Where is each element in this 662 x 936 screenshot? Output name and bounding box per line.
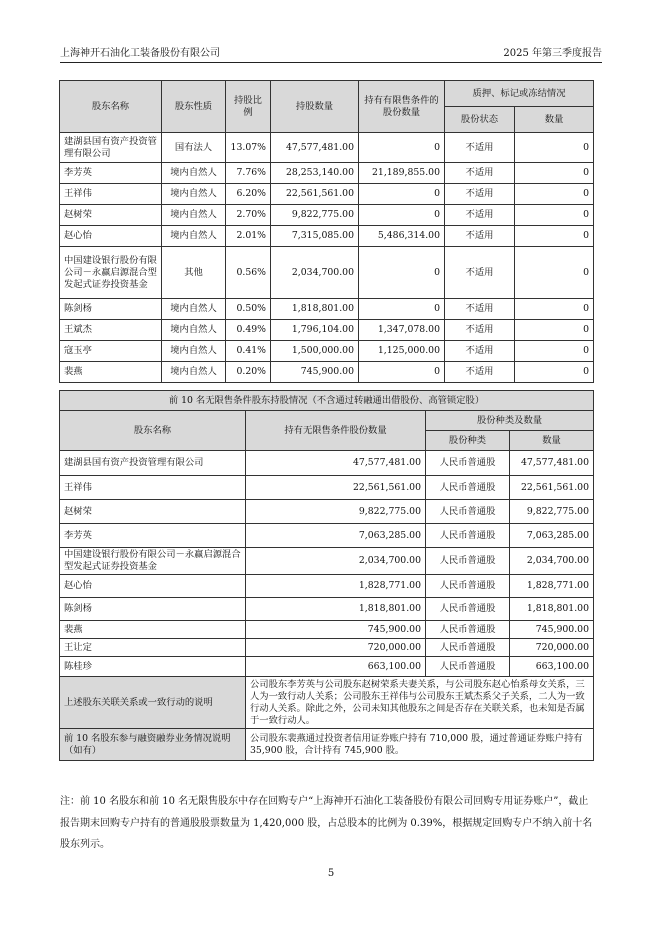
holding-ratio: 6.20% [226,184,271,205]
holding-qty: 47,577,481.00 [271,133,359,163]
table-row [60,657,594,677]
shareholder-name: 陈桂珍 [60,657,246,677]
table-row [60,524,594,548]
shareholder-name: 王让定 [60,639,246,657]
col-header-pledge-status: 股份状态 [445,107,515,133]
shareholder-name: 裴燕 [60,621,246,639]
holding-qty: 7,315,085.00 [271,226,359,247]
share-type-qty: 47,577,481.00 [510,451,594,476]
shareholder-nature: 境内自然人 [162,362,226,383]
company-name: 上海神开石油化工装备股份有限公司 [60,48,220,59]
margin-trading-row-label: 前 10 名股东参与融资融券业务情况说明（如有） [60,729,246,761]
shareholder-name: 赵树荣 [60,500,246,524]
share-type-qty: 1,818,801.00 [510,598,594,621]
col-header-type-qty: 数量 [510,431,594,451]
share-type: 人民币普通股 [426,639,510,657]
holding-qty: 1,818,801.00 [271,299,359,320]
share-type-qty: 1,828,771.00 [510,575,594,598]
shareholder-name: 王斌杰 [60,320,162,341]
shareholder-name: 建湖县国有资产投资管理有限公司 [60,133,162,163]
unrestricted-qty: 663,100.00 [246,657,426,677]
holding-ratio: 0.49% [226,320,271,341]
share-type-qty: 7,063,285.00 [510,524,594,548]
section-title: 前 10 名无限售条件股东持股情况（不含通过转融通出借股份、高管锁定股） [60,391,594,411]
share-type-qty: 2,034,700.00 [510,548,594,575]
pledge-status: 不适用 [445,163,515,184]
table-row [60,639,594,657]
top10-shareholders-table [59,80,594,383]
pledge-status: 不适用 [445,205,515,226]
margin-trading-row-text: 公司股东裴燕通过投资者信用证券账户持有 710,000 股，通过普通证券账户持有 35,900 股，合计持有 745,900 股。 [246,729,594,761]
holding-qty: 22,561,561.00 [271,184,359,205]
share-type: 人民币普通股 [426,500,510,524]
unrestricted-qty: 1,828,771.00 [246,575,426,598]
unrestricted-qty: 7,063,285.00 [246,524,426,548]
shareholder-nature: 其他 [162,247,226,299]
col-header-unrestricted-qty: 持有无限售条件股份数量 [246,411,426,451]
holding-qty: 2,034,700.00 [271,247,359,299]
pledge-status: 不适用 [445,184,515,205]
restricted-qty: 0 [359,299,445,320]
share-type-qty: 9,822,775.00 [510,500,594,524]
share-type: 人民币普通股 [426,524,510,548]
pledge-status: 不适用 [445,320,515,341]
pledge-qty: 0 [515,247,594,299]
col-header-nature: 股东性质 [162,81,226,133]
holding-ratio: 2.70% [226,205,271,226]
shareholder-name: 陈剑杨 [60,299,162,320]
shareholder-nature: 境内自然人 [162,184,226,205]
page-header [60,46,602,63]
shareholder-nature: 境内自然人 [162,205,226,226]
footnote: 注：前 10 名股东和前 10 名无限售股东中存在回购专户“上海神开石油化工装备股份有限公司回购专用证券账户”，截止报告期末回购专户持有的普通股股票数量为 1,420,000 股，占总股本的比例为 0.39%，根据规定回购专户不纳入前十名股东列示。 [60,796,593,850]
shareholder-name: 建湖县国有资产投资管理有限公司 [60,451,246,476]
col-header-qty: 持股数量 [271,81,359,133]
share-type: 人民币普通股 [426,548,510,575]
share-type-qty: 720,000.00 [510,639,594,657]
col-header-name: 股东名称 [60,411,246,451]
pledge-status: 不适用 [445,362,515,383]
holding-qty: 1,796,104.00 [271,320,359,341]
shareholder-name: 赵心怡 [60,575,246,598]
holding-qty: 1,500,000.00 [271,341,359,362]
holding-ratio: 13.07% [226,133,271,163]
pledge-status: 不适用 [445,247,515,299]
table-row [60,598,594,621]
unrestricted-qty: 9,822,775.00 [246,500,426,524]
share-type-qty: 663,100.00 [510,657,594,677]
shareholder-name: 李芳英 [60,524,246,548]
pledge-qty: 0 [515,226,594,247]
shareholder-name: 李芳英 [60,163,162,184]
col-header-ratio: 持股比例 [226,81,271,133]
holding-qty: 28,253,140.00 [271,163,359,184]
share-type-qty: 22,561,561.00 [510,476,594,500]
unrestricted-qty: 2,034,700.00 [246,548,426,575]
share-type: 人民币普通股 [426,451,510,476]
unrestricted-qty: 22,561,561.00 [246,476,426,500]
shareholder-nature: 国有法人 [162,133,226,163]
pledge-qty: 0 [515,362,594,383]
holding-ratio: 0.41% [226,341,271,362]
restricted-qty: 0 [359,362,445,383]
restricted-qty: 0 [359,205,445,226]
holding-qty: 9,822,775.00 [271,205,359,226]
share-type: 人民币普通股 [426,657,510,677]
pledge-qty: 0 [515,205,594,226]
pledge-qty: 0 [515,163,594,184]
shareholder-nature: 境内自然人 [162,163,226,184]
table-row [60,362,594,383]
col-header-name: 股东名称 [60,81,162,133]
restricted-qty: 0 [359,247,445,299]
pledge-status: 不适用 [445,299,515,320]
unrestricted-qty: 720,000.00 [246,639,426,657]
col-header-type-group: 股份种类及数量 [426,411,594,431]
table-row [60,205,594,226]
restricted-qty: 5,486,314.00 [359,226,445,247]
related-party-row [60,677,594,729]
pledge-qty: 0 [515,320,594,341]
pledge-qty: 0 [515,341,594,362]
holding-ratio: 0.20% [226,362,271,383]
pledge-qty: 0 [515,133,594,163]
shareholder-name: 王祥伟 [60,476,246,500]
table-row [60,500,594,524]
table-row [60,133,594,163]
share-type: 人民币普通股 [426,575,510,598]
col-header-pledge-group: 质押、标记或冻结情况 [445,81,594,107]
table-row [60,476,594,500]
pledge-status: 不适用 [445,133,515,163]
unrestricted-qty: 47,577,481.00 [246,451,426,476]
pledge-status: 不适用 [445,226,515,247]
holding-ratio: 7.76% [226,163,271,184]
shareholder-name: 陈剑杨 [60,598,246,621]
table-row [60,163,594,184]
shareholder-name: 中国建设银行股份有限公司－永赢启源混合型发起式证券投资基金 [60,548,246,575]
unrestricted-qty: 1,818,801.00 [246,598,426,621]
restricted-qty: 1,125,000.00 [359,341,445,362]
restricted-qty: 0 [359,133,445,163]
table-row [60,451,594,476]
table-row [60,548,594,575]
shareholder-name: 中国建设银行股份有限公司－永赢启源混合型发起式证券投资基金 [60,247,162,299]
shareholder-name: 赵心怡 [60,226,162,247]
table-row [60,575,594,598]
table-row [60,184,594,205]
margin-trading-row [60,729,594,761]
table-row [60,320,594,341]
col-header-type: 股份种类 [426,431,510,451]
shareholder-name: 赵树荣 [60,205,162,226]
share-type: 人民币普通股 [426,598,510,621]
col-header-restricted: 持有有限售条件的股份数量 [359,81,445,133]
share-type-qty: 745,900.00 [510,621,594,639]
report-title: 2025 年第三季度报告 [503,48,602,59]
holding-ratio: 0.50% [226,299,271,320]
holding-ratio: 2.01% [226,226,271,247]
related-party-row-label: 上述股东关联关系或一致行动的说明 [60,677,246,729]
pledge-status: 不适用 [445,341,515,362]
shareholder-name: 裴燕 [60,362,162,383]
share-type: 人民币普通股 [426,621,510,639]
table-row [60,621,594,639]
share-type: 人民币普通股 [426,476,510,500]
shareholder-nature: 境内自然人 [162,341,226,362]
col-header-pledge-qty: 数量 [515,107,594,133]
restricted-qty: 1,347,078.00 [359,320,445,341]
pledge-qty: 0 [515,184,594,205]
holding-ratio: 0.56% [226,247,271,299]
restricted-qty: 0 [359,184,445,205]
shareholder-nature: 境内自然人 [162,320,226,341]
table-row [60,299,594,320]
table-row [60,226,594,247]
table-row [60,341,594,362]
unrestricted-qty: 745,900.00 [246,621,426,639]
related-party-row-text: 公司股东李芳英与公司股东赵树荣系夫妻关系，与公司股东赵心怡系母女关系，三人为一致行动人关系；公司股东王祥伟与公司股东王斌杰系父子关系，二人为一致行动人关系。除此之外，公司未知其他股东之间是否存在关联关系，也未知是否属于一致行动人。 [246,677,594,729]
pledge-qty: 0 [515,299,594,320]
holding-qty: 745,900.00 [271,362,359,383]
page-number: 5 [327,868,335,879]
shareholder-name: 寇玉亭 [60,341,162,362]
table-row [60,247,594,299]
restricted-qty: 21,189,855.00 [359,163,445,184]
top10-unrestricted-table [59,390,594,761]
shareholder-name: 王祥伟 [60,184,162,205]
shareholder-nature: 境内自然人 [162,299,226,320]
shareholder-nature: 境内自然人 [162,226,226,247]
